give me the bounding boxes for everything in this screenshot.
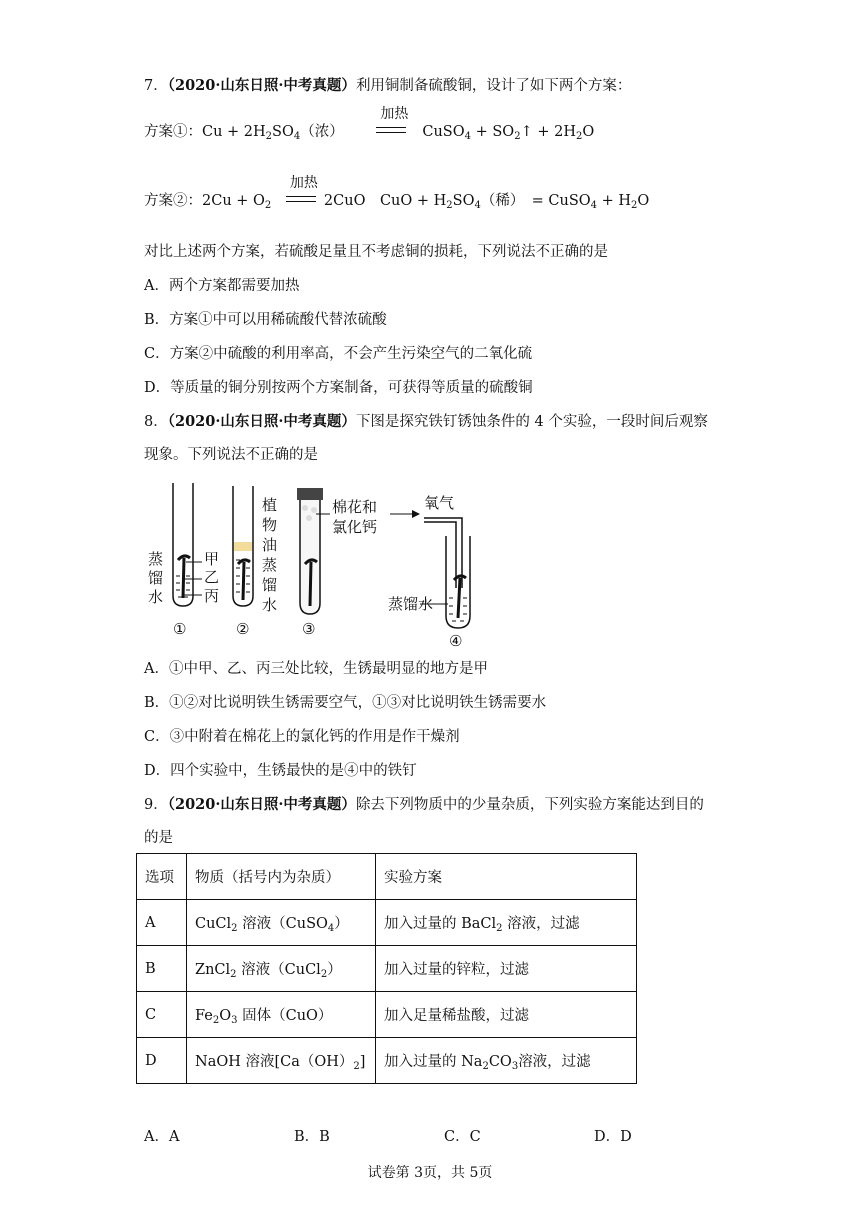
table-cell-substance: $Fe_2O_3$ 固体（CuO） (187, 992, 376, 1038)
page-footer: 试卷第 3页，共 5页 (367, 1165, 493, 1181)
table-row (137, 1038, 637, 1084)
q9-stem-line2: 的是 (144, 830, 173, 846)
table-cell-substance: ZnCl$_2$ 溶液（CuCl$_2$） (187, 946, 376, 992)
q8-option-b: B．①②对比说明铁生锈需要空气，①③对比说明铁生锈需要水 (144, 695, 547, 711)
q8-stem-line2: 现象。下列说法不正确的是 (144, 447, 318, 463)
tube-4 (388, 494, 470, 650)
q8-option-d: D．四个实验中，生锈最快的是④中的铁钉 (144, 763, 417, 779)
tube2-label-5: 馏 (262, 576, 278, 594)
table-cell-option: C (137, 992, 187, 1038)
q8-option-a: A．①中甲、乙、丙三处比较，生锈最明显的地方是甲 (144, 661, 488, 677)
q9-answer-b: B．B (294, 1129, 330, 1145)
q9-options-table (136, 853, 637, 1084)
table-header-option: 选项 (137, 854, 187, 900)
tube1-point-jia: 甲 (204, 550, 220, 568)
q7-option-c: C．方案②中硫酸的利用率高，不会产生污染空气的二氧化硫 (144, 346, 533, 362)
tube4-water-label: 蒸馏水 (388, 595, 434, 613)
q9-stem: 9．（2020·山东日照·中考真题）除去下列物质中的少量杂质，下列实验方案能达到目的 (144, 796, 704, 813)
tube-1 (148, 483, 219, 638)
q8-option-c: C．③中附着在棉花上的氯化钙的作用是作干燥剂 (144, 729, 460, 745)
tube2-label-6: 水 (262, 596, 278, 614)
table-row (137, 900, 637, 946)
tube3-number: ③ (302, 620, 316, 638)
q9-answer-c: C．C (444, 1129, 481, 1145)
q7-option-b: B．方案①中可以用稀硫酸代替浓硫酸 (144, 312, 387, 328)
table-header-row (137, 854, 637, 900)
table-cell-substance: CuCl$_2$ 溶液（CuSO$_4$） (187, 900, 376, 946)
tube4-number: ④ (449, 632, 463, 650)
tube1-label-3: 水 (148, 588, 164, 606)
table-cell-plan: 加入过量的 $Na_2CO_3$溶液，过滤 (376, 1038, 637, 1084)
tube1-label-1: 蒸 (148, 550, 164, 568)
q7-scheme1: 方案①：$Cu + 2H_2SO_4$（浓） 加热 CuSO$_4$ + $SO_2↑ + 2H_2O$ (144, 106, 595, 142)
tube3-label-1: 棉花和 (332, 498, 378, 516)
tube-3 (297, 488, 377, 638)
q7-option-a: A．两个方案都需要加热 (144, 278, 300, 294)
q9-answer-d: D．D (594, 1129, 632, 1145)
table-header-plan: 实验方案 (376, 854, 637, 900)
table-cell-option: A (137, 900, 187, 946)
q8-stem: 8．（2020·山东日照·中考真题）下图是探究铁钉锈蚀条件的 4 个实验，一段时间后观察 (144, 413, 708, 430)
q7-scheme2: 方案②：$2Cu + O_2$ 加热 2CuO CuO + $H_2SO_4$（稀） = CuSO$_4$ + $H_2O$ (144, 175, 650, 211)
q9-answer-a: A．A (144, 1129, 180, 1145)
tube-2 (233, 486, 277, 638)
q7-stem: 7．（2020·山东日照·中考真题）利用铜制备硫酸铜，设计了如下两个方案： (144, 77, 632, 94)
table-cell-plan: 加入过量的 BaCl$_2$ 溶液，过滤 (376, 900, 637, 946)
table-row (137, 992, 637, 1038)
q7-question: 对比上述两个方案，若硫酸足量且不考虑铜的损耗，下列说法不正确的是 (144, 244, 608, 260)
tube2-label-4: 蒸 (262, 556, 278, 574)
tube2-label-3: 油 (262, 536, 278, 554)
tube3-label-2: 氯化钙 (332, 518, 378, 536)
tube2-number: ② (236, 620, 250, 638)
table-cell-plan: 加入足量稀盐酸，过滤 (376, 992, 637, 1038)
tube4-gas-label: 氧气 (424, 494, 455, 512)
table-cell-option: B (137, 946, 187, 992)
tube1-number: ① (173, 620, 187, 638)
tube1-point-bing: 丙 (204, 587, 220, 605)
tube2-label-2: 物 (262, 516, 278, 534)
tube2-label-1: 植 (262, 496, 278, 514)
rust-experiment-figure (140, 478, 480, 653)
table-cell-substance: NaOH 溶液$[Ca(OH)_2]$ (187, 1038, 376, 1084)
table-header-substance: 物质（括号内为杂质） (187, 854, 376, 900)
tube1-point-yi: 乙 (204, 568, 220, 586)
q7-option-d: D．等质量的铜分别按两个方案制备，可获得等质量的硫酸铜 (144, 380, 533, 396)
table-cell-option: D (137, 1038, 187, 1084)
tube1-label-2: 馏 (148, 569, 164, 587)
table-row (137, 946, 637, 992)
table-cell-plan: 加入过量的锌粒，过滤 (376, 946, 637, 992)
